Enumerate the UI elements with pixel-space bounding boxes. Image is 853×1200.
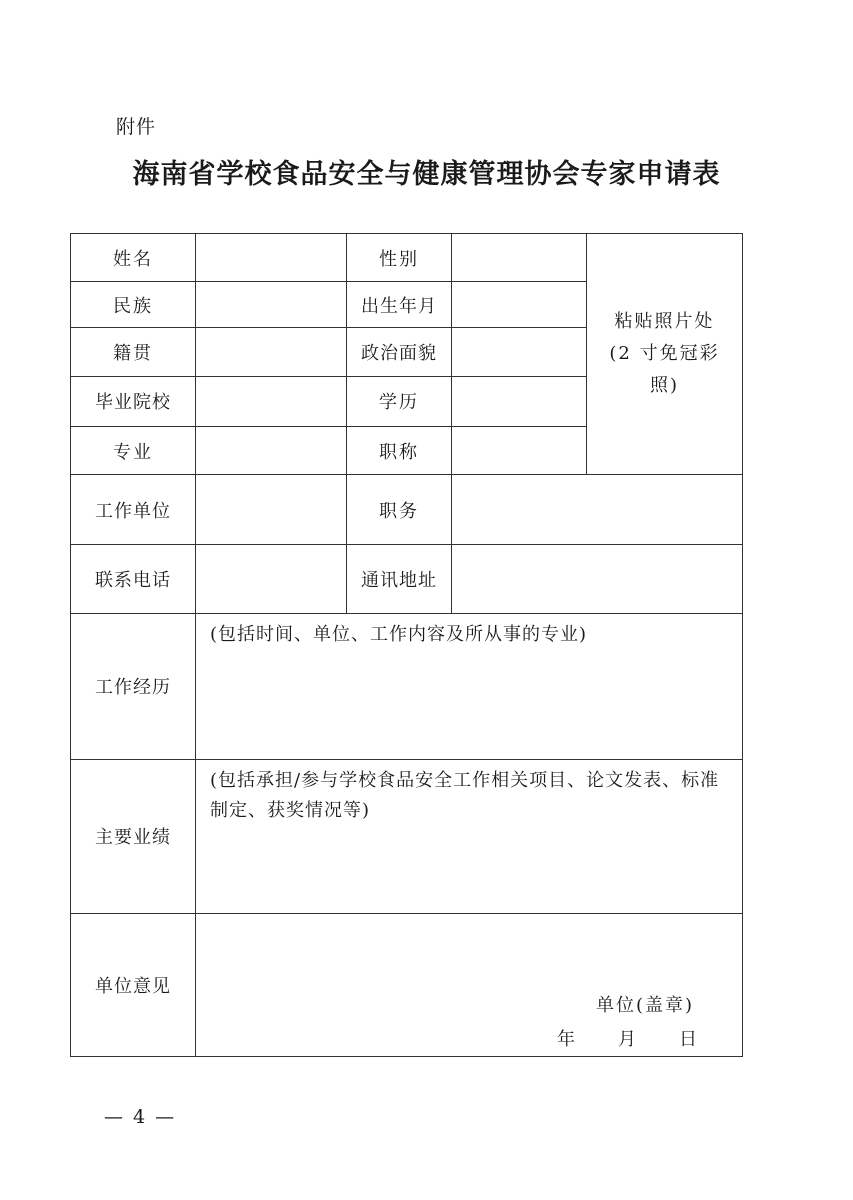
birth-label: 出生年月 xyxy=(347,282,452,328)
unit-opinion-field[interactable] xyxy=(196,914,743,1057)
education-field[interactable] xyxy=(452,376,587,426)
photo-area[interactable] xyxy=(587,234,743,475)
work-history-note: (包括时间、单位、工作内容及所从事的专业) xyxy=(210,623,588,645)
day-label: 日 xyxy=(679,1029,698,1051)
work-unit-field[interactable] xyxy=(196,475,347,545)
native-place-field[interactable] xyxy=(196,328,347,376)
work-history-field[interactable] xyxy=(196,613,743,759)
year-label: 年 xyxy=(557,1029,576,1051)
address-label: 通讯地址 xyxy=(347,545,452,613)
achievements-field[interactable] xyxy=(196,759,743,914)
education-label: 学历 xyxy=(347,376,452,426)
work-history-label: 工作经历 xyxy=(71,613,196,759)
ethnicity-label: 民族 xyxy=(71,282,196,328)
photo-text-1: 粘贴照片处 xyxy=(614,311,715,333)
unit-opinion-label: 单位意见 xyxy=(71,914,196,1057)
page-number: — 4 — xyxy=(104,1106,177,1128)
gender-label: 性别 xyxy=(347,234,452,282)
achievements-label: 主要业绩 xyxy=(71,759,196,914)
school-field[interactable] xyxy=(196,376,347,426)
month-label: 月 xyxy=(618,1029,637,1051)
ethnicity-field[interactable] xyxy=(196,282,347,328)
phone-label: 联系电话 xyxy=(71,545,196,613)
name-label: 姓名 xyxy=(71,234,196,282)
achievements-note: (包括承担/参与学校食品安全工作相关项目、论文发表、标准制定、获奖情况等) xyxy=(210,769,720,821)
title-rank-label: 职称 xyxy=(347,426,452,474)
title-rank-field[interactable] xyxy=(452,426,587,474)
phone-field[interactable] xyxy=(196,545,347,613)
application-form xyxy=(70,233,743,1057)
address-field[interactable] xyxy=(452,545,743,613)
native-place-label: 籍贯 xyxy=(71,328,196,376)
major-label: 专业 xyxy=(71,426,196,474)
gender-field[interactable] xyxy=(452,234,587,282)
work-unit-label: 工作单位 xyxy=(71,475,196,545)
name-field[interactable] xyxy=(196,234,347,282)
school-label: 毕业院校 xyxy=(71,376,196,426)
major-field[interactable] xyxy=(196,426,347,474)
political-status-field[interactable] xyxy=(452,328,587,376)
birth-field[interactable] xyxy=(452,282,587,328)
date-line xyxy=(557,1025,698,1051)
political-status-label: 政治面貌 xyxy=(347,328,452,376)
photo-text-3: 照) xyxy=(649,375,680,397)
seal-label: 单位(盖章) xyxy=(595,995,694,1017)
position-field[interactable] xyxy=(452,475,743,545)
position-label: 职务 xyxy=(347,475,452,545)
photo-text-2: (2 寸免冠彩 xyxy=(609,343,720,365)
attachment-label: 附件 xyxy=(116,116,157,138)
page-title: 海南省学校食品安全与健康管理协会专家申请表 xyxy=(132,159,721,190)
